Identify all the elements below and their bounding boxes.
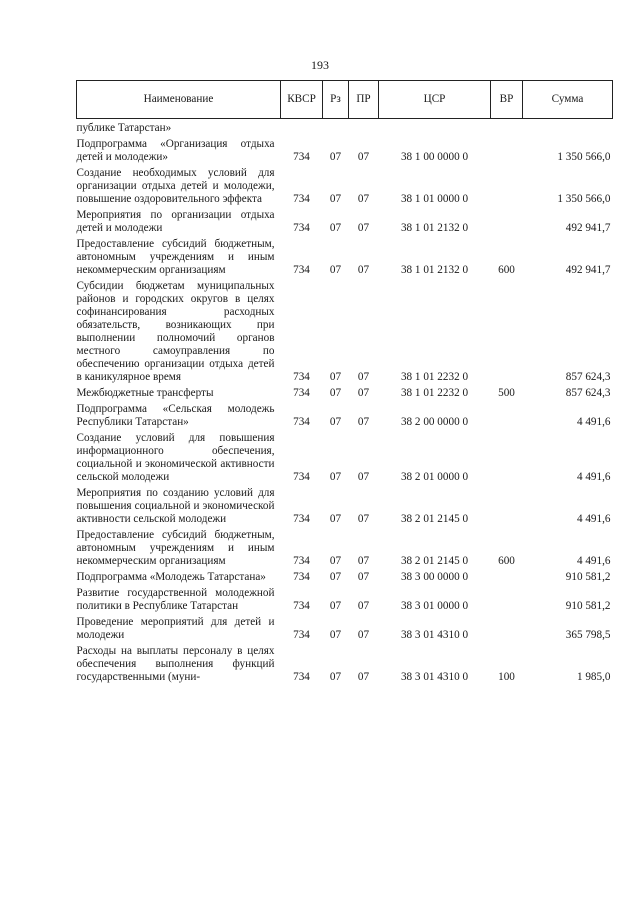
cell-pr: 07	[357, 371, 370, 383]
header-csr: ЦСР	[379, 81, 491, 119]
cell-rz: 07	[329, 387, 342, 399]
table-row	[77, 138, 613, 167]
cell-name: Мероприятия по созданию условий для повышения социальной и экономической активности сельской молодежи	[76, 487, 275, 525]
cell-csr: 38 1 01 0000 0	[400, 193, 469, 205]
cell-name: Развитие государственной молодежной политики в Республике Татарстан	[76, 587, 275, 612]
cell-name: Субсидии бюджетам муниципальных районов и городских округов в целях софинансирования расходных обязательств, возникающих при выполнении полномочий органов местного самоуправления по обеспечению организации отдыха детей в каникулярное время	[76, 280, 275, 383]
table-row	[77, 616, 613, 645]
cell-rz: 07	[329, 471, 342, 483]
cell-kvsr: 734	[293, 671, 310, 683]
cell-pr: 07	[357, 671, 370, 683]
header-kvsr: КВСР	[281, 81, 323, 119]
cell-pr: 07	[357, 471, 370, 483]
cell-vr: 100	[498, 671, 515, 683]
table-row	[77, 403, 613, 432]
cell-vr	[491, 571, 523, 587]
cell-name: Проведение мероприятий для детей и молодежи	[76, 616, 275, 641]
cell-sum: 1 350 566,0	[557, 151, 611, 163]
header-name: Наименование	[77, 81, 281, 119]
cell-csr: 38 1 01 2132 0	[400, 222, 469, 234]
cell-sum: 4 491,6	[576, 513, 611, 525]
cell-pr: 07	[357, 555, 370, 567]
cell-name: Создание условий для повышения информационного обеспечения, социальной и экономической активности сельской молодежи	[76, 432, 275, 483]
cell-kvsr: 734	[293, 193, 310, 205]
table-row	[77, 167, 613, 209]
cell-name: Предоставление субсидий бюджетным, автономным учреждениям и иным некоммерческим организациям	[76, 529, 275, 567]
cell-csr: 38 1 01 2232 0	[400, 387, 469, 399]
cell-kvsr: 734	[293, 264, 310, 276]
cell-sum: 857 624,3	[565, 387, 611, 399]
budget-table	[76, 80, 613, 687]
cell-vr	[491, 209, 523, 238]
cell-kvsr: 734	[293, 600, 310, 612]
cell-sum	[523, 119, 613, 139]
cell-vr	[491, 403, 523, 432]
table-row	[77, 529, 613, 571]
cell-sum: 1 985,0	[576, 671, 611, 683]
cell-pr: 07	[357, 600, 370, 612]
cell-rz: 07	[329, 416, 342, 428]
page-number: 193	[311, 58, 329, 72]
cell-kvsr: 734	[293, 371, 310, 383]
cell-csr: 38 2 01 0000 0	[400, 471, 469, 483]
table-row	[77, 209, 613, 238]
cell-sum: 4 491,6	[576, 416, 611, 428]
cell-pr: 07	[357, 571, 370, 583]
cell-rz: 07	[329, 600, 342, 612]
cell-pr: 07	[357, 629, 370, 641]
cell-rz: 07	[329, 671, 342, 683]
cell-kvsr: 734	[293, 471, 310, 483]
table-row	[77, 645, 613, 687]
table-row	[77, 280, 613, 387]
cell-rz: 07	[329, 371, 342, 383]
cell-vr	[491, 119, 523, 139]
cell-csr: 38 3 01 4310 0	[400, 629, 469, 641]
cell-pr: 07	[357, 222, 370, 234]
cell-csr: 38 1 00 0000 0	[400, 151, 469, 163]
cell-vr	[491, 587, 523, 616]
cell-vr	[491, 280, 523, 387]
cell-pr: 07	[357, 151, 370, 163]
cell-rz: 07	[329, 571, 342, 583]
cell-name: Предоставление субсидий бюджетным, автономным учреждениям и иным некоммерческим организациям	[76, 238, 275, 276]
table-row	[77, 238, 613, 280]
cell-kvsr: 734	[293, 387, 310, 399]
cell-name: Подпрограмма «Сельская молодежь Республики Татарстан»	[76, 403, 275, 428]
cell-pr: 07	[357, 387, 370, 399]
header-pr: ПР	[349, 81, 379, 119]
cell-name: Подпрограмма «Организация отдыха детей и молодежи»	[76, 138, 275, 163]
cell-name: публике Татарстан»	[76, 122, 172, 134]
cell-kvsr: 734	[293, 416, 310, 428]
cell-name: Расходы на выплаты персоналу в целях обеспечения выполнения функций государственными (муни-	[76, 645, 275, 683]
cell-rz: 07	[329, 629, 342, 641]
cell-sum: 4 491,6	[576, 555, 611, 567]
cell-pr: 07	[357, 193, 370, 205]
cell-kvsr: 734	[293, 151, 310, 163]
cell-vr	[491, 138, 523, 167]
cell-pr: 07	[357, 264, 370, 276]
cell-csr	[379, 119, 491, 139]
cell-kvsr: 734	[293, 629, 310, 641]
cell-kvsr: 734	[293, 555, 310, 567]
header-row	[77, 81, 613, 119]
cell-kvsr: 734	[293, 571, 310, 583]
cell-csr: 38 3 00 0000 0	[400, 571, 469, 583]
table-row	[77, 487, 613, 529]
cell-name: Подпрограмма «Молодежь Татарстана»	[76, 571, 266, 583]
cell-name: Мероприятия по организации отдыха детей и молодежи	[76, 209, 275, 234]
cell-rz: 07	[329, 151, 342, 163]
cell-rz: 07	[329, 513, 342, 525]
cell-sum: 910 581,2	[565, 600, 611, 612]
cell-vr: 600	[498, 264, 515, 276]
cell-sum: 1 350 566,0	[557, 193, 611, 205]
cell-rz	[323, 119, 349, 139]
cell-kvsr: 734	[293, 222, 310, 234]
cell-vr	[491, 432, 523, 487]
cell-rz: 07	[329, 222, 342, 234]
cell-kvsr: 734	[293, 513, 310, 525]
cell-csr: 38 1 01 2132 0	[400, 264, 469, 276]
header-vr: ВР	[491, 81, 523, 119]
cell-csr: 38 1 01 2232 0	[400, 371, 469, 383]
table-row	[77, 119, 613, 139]
header-sum: Сумма	[523, 81, 613, 119]
cell-csr: 38 3 01 0000 0	[400, 600, 469, 612]
table-row	[77, 571, 613, 587]
header-rz: Рз	[323, 81, 349, 119]
cell-sum: 365 798,5	[565, 629, 611, 641]
cell-kvsr	[281, 119, 323, 139]
cell-name: Межбюджетные трансферты	[76, 387, 214, 399]
cell-vr: 500	[498, 387, 515, 399]
cell-name: Создание необходимых условий для организации отдыха детей и молодежи, повышение оздоровительного эффекта	[76, 167, 275, 205]
cell-csr: 38 2 01 2145 0	[400, 513, 469, 525]
cell-pr: 07	[357, 513, 370, 525]
cell-pr	[349, 119, 379, 139]
cell-sum: 910 581,2	[565, 571, 611, 583]
cell-sum: 492 941,7	[565, 264, 611, 276]
table-body	[77, 119, 613, 688]
cell-rz: 07	[329, 193, 342, 205]
cell-rz: 07	[329, 264, 342, 276]
cell-csr: 38 2 01 2145 0	[400, 555, 469, 567]
cell-rz: 07	[329, 555, 342, 567]
cell-csr: 38 2 00 0000 0	[400, 416, 469, 428]
cell-csr: 38 3 01 4310 0	[400, 671, 469, 683]
table-row	[77, 387, 613, 403]
cell-vr	[491, 487, 523, 529]
table-row	[77, 432, 613, 487]
table-row	[77, 587, 613, 616]
cell-sum: 492 941,7	[565, 222, 611, 234]
cell-sum: 857 624,3	[565, 371, 611, 383]
cell-vr: 600	[498, 555, 515, 567]
cell-vr	[491, 167, 523, 209]
cell-vr	[491, 616, 523, 645]
cell-sum: 4 491,6	[576, 471, 611, 483]
cell-pr: 07	[357, 416, 370, 428]
